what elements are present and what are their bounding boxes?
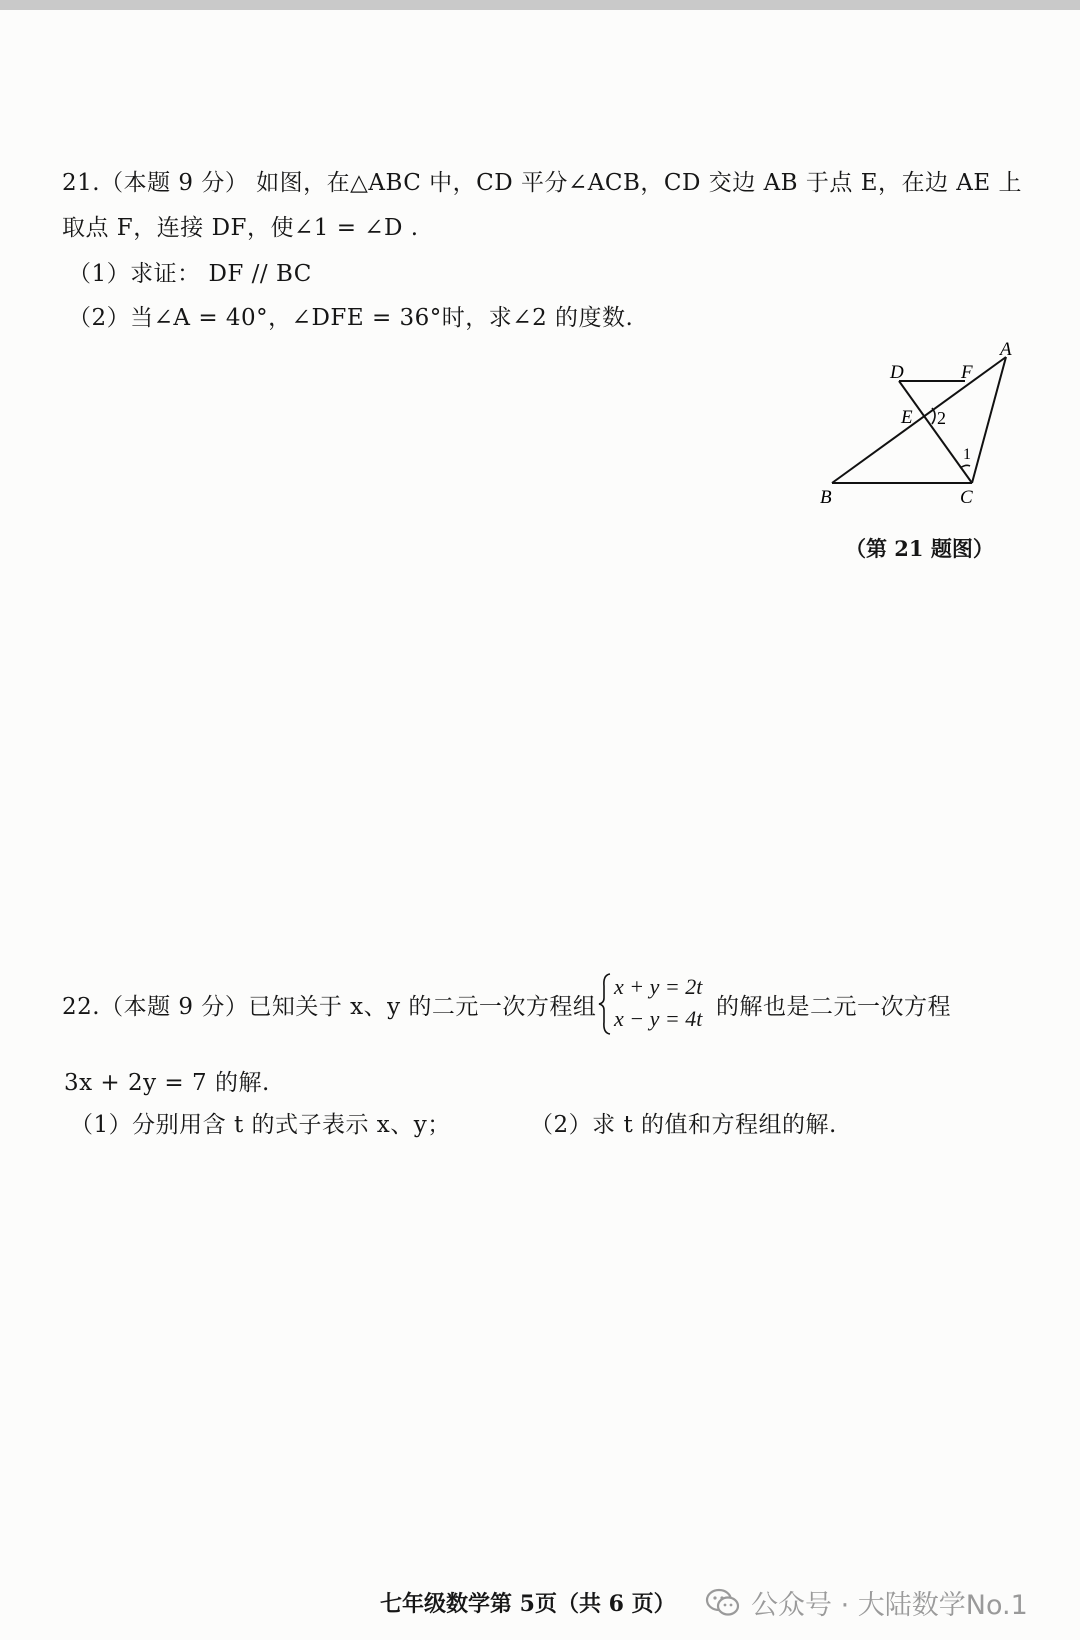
- wechat-watermark: [705, 1583, 1028, 1622]
- q22-intro-before: 22.（本题 9 分）已知关于 x、y 的二元一次方程组: [62, 994, 597, 1020]
- q22-line2: 3x + 2y = 7 的解.: [64, 1070, 270, 1096]
- q21-part1: （1）求证： DF // BC: [68, 261, 312, 287]
- q22-part2: （2）求 t 的值和方程组的解.: [530, 1112, 837, 1138]
- q22-equation-system: [598, 972, 718, 1036]
- scan-top-edge: [0, 0, 1080, 10]
- q21-geometry-figure: [820, 340, 1020, 510]
- system-equation-2: x − y = 4t: [614, 1006, 703, 1031]
- label-D: D: [890, 362, 904, 383]
- page-footer: 七年级数学第 5页（共 6 页）: [380, 1591, 676, 1617]
- label-angle-2: 2: [937, 408, 946, 428]
- exam-page: [0, 10, 1080, 1640]
- q21-figure-caption: （第 21 题图）: [845, 536, 994, 561]
- label-E: E: [901, 407, 913, 428]
- q22-intro-after: 的解也是二元一次方程: [716, 994, 951, 1020]
- label-B: B: [820, 487, 832, 508]
- q21-line1: 21.（本题 9 分） 如图，在△ABC 中，CD 平分∠ACB，CD 交边 AB 于点 E，在边 AE 上: [62, 170, 1023, 196]
- segment-AC: [972, 357, 1006, 483]
- label-angle-1: 1: [963, 446, 971, 463]
- angle-1-arc: [960, 465, 970, 468]
- segment-AB: [832, 357, 1006, 483]
- system-equation-1: x + y = 2t: [614, 974, 703, 999]
- label-A: A: [1000, 340, 1012, 360]
- left-brace: [598, 972, 612, 1036]
- q21-part2: （2）当∠A = 40°，∠DFE = 36°时，求∠2 的度数.: [68, 305, 634, 331]
- label-C: C: [960, 487, 973, 508]
- watermark-text: 公众号 · 大陆数学No.1: [751, 1590, 1028, 1621]
- wechat-icon: [705, 1588, 741, 1618]
- q22-part1: （1）分别用含 t 的式子表示 x、y；: [70, 1112, 451, 1138]
- label-F: F: [961, 362, 973, 383]
- q21-line2: 取点 F，连接 DF，使∠1 = ∠D .: [62, 215, 419, 241]
